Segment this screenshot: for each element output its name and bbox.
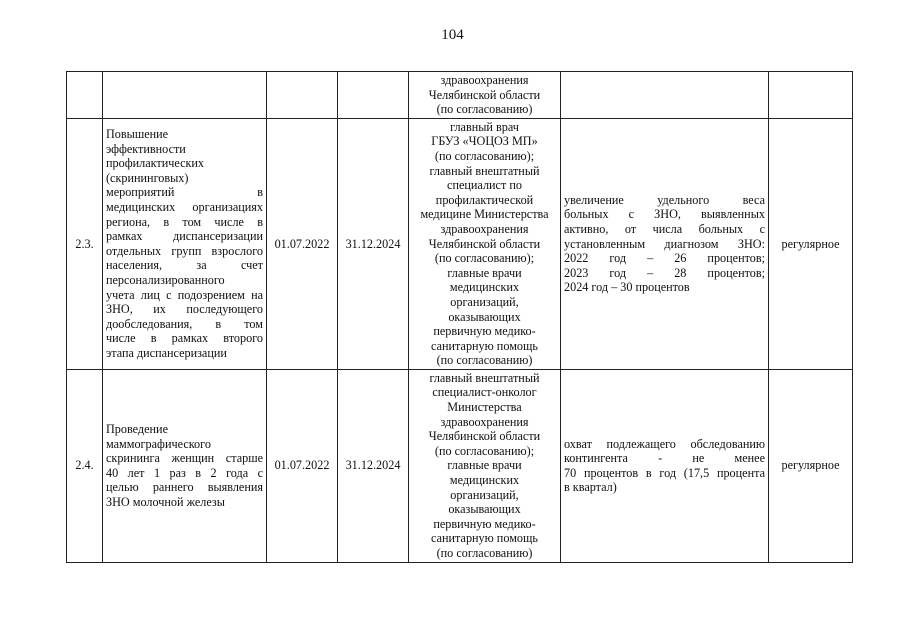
responsible-cell-line: главный внештатный [429, 370, 540, 385]
indicator-cell-line: увеличение удельного веса [564, 192, 765, 207]
periodicity-cell: регулярное [769, 369, 853, 562]
indicator-cell [561, 72, 769, 119]
responsible-cell [409, 369, 561, 562]
table-row [67, 72, 853, 119]
responsible-cell-line: здравоохранения [440, 221, 529, 236]
responsible-cell-line: главный внештатный [429, 163, 540, 178]
event-cell-line: ЗНО молочной железы [106, 494, 225, 509]
indicator-cell-line: в квартал) [564, 480, 617, 495]
event-cell-line: персонализированного [106, 273, 225, 288]
indicator-cell-line: контингента - не менее [564, 451, 765, 466]
indicator-cell-line: больных с ЗНО, выявленных [564, 207, 765, 222]
responsible-cell-line: (по согласованию) [436, 546, 533, 560]
responsible-cell-line: главный врач [450, 119, 519, 134]
periodicity-cell [769, 72, 853, 119]
event-cell-line: региона, в том числе в [106, 214, 263, 229]
event-cell-line: дообследования, в том [106, 316, 263, 331]
event-cell-line: учета лиц с подозрением на [106, 287, 263, 302]
responsible-cell-line: медицинских [449, 473, 520, 488]
indicator-cell-line: 2023 год – 28 процентов; [564, 265, 765, 280]
indicator-cell-line: охват подлежащего обследованию [564, 436, 765, 451]
start-date-cell [267, 72, 338, 119]
responsible-cell-line: оказывающих [448, 502, 521, 517]
event-cell-line: ЗНО, их последующего [106, 302, 263, 317]
event-cell [103, 369, 267, 562]
indicator-cell [561, 369, 769, 562]
item-number-cell: 2.4. [67, 369, 103, 562]
indicator-cell-line: 70 процентов в год (17,5 процента [564, 465, 765, 480]
responsible-cell-line: специалист по [447, 178, 522, 193]
event-cell-line: числе в рамках второго [106, 331, 263, 346]
table-row [67, 369, 853, 562]
event-cell [103, 72, 267, 119]
item-number-cell: 2.3. [67, 118, 103, 369]
item-number-cell [67, 72, 103, 119]
event-cell-line: целью раннего выявления [106, 480, 263, 495]
table-row [67, 118, 853, 369]
measures-table [66, 71, 853, 563]
event-cell-line: маммографического [106, 436, 211, 451]
indicator-cell-line: установленным диагнозом ЗНО: [564, 236, 765, 251]
responsible-cell-line: Челябинской области [428, 87, 541, 102]
responsible-cell-line: Министерства [447, 400, 522, 415]
responsible-cell-line: медицинских [449, 280, 520, 295]
event-cell-line: отдельных групп взрослого [106, 243, 263, 258]
event-cell [103, 118, 267, 369]
responsible-cell-line: первичную медико- [433, 516, 536, 531]
end-date-cell: 31.12.2024 [338, 118, 409, 369]
responsible-cell-line: оказывающих [448, 309, 521, 324]
responsible-cell-line: (по согласованию) [436, 353, 533, 368]
responsible-cell-line: профилактической [435, 192, 534, 207]
event-cell-line: Проведение [106, 421, 168, 436]
responsible-cell [409, 72, 561, 119]
event-cell-line: 40 лет 1 раз в 2 года с [106, 465, 263, 480]
event-cell-line: медицинских организациях [106, 200, 263, 215]
responsible-cell-line: санитарную помощь [431, 338, 538, 353]
event-cell-line: (скрининговых) [106, 170, 189, 185]
responsible-cell-line: Челябинской области [428, 429, 541, 444]
periodicity-cell: регулярное [769, 118, 853, 369]
responsible-cell-line: (по согласованию) [436, 102, 533, 117]
start-date-cell: 01.07.2022 [267, 369, 338, 562]
event-cell-line: эффективности [106, 141, 186, 156]
responsible-cell-line: (по согласованию); [434, 443, 535, 458]
responsible-cell-line: главные врачи [447, 458, 522, 473]
page-number: 104 [441, 27, 464, 43]
indicator-cell-line: активно, от числа больных с [564, 221, 765, 236]
responsible-cell-line: здравоохранения [440, 414, 529, 429]
responsible-cell-line: специалист-онколог [432, 385, 537, 400]
end-date-cell [338, 72, 409, 119]
responsible-cell-line: организаций, [450, 487, 519, 502]
event-cell-line: населения, за счет [106, 258, 263, 273]
responsible-cell [409, 118, 561, 369]
indicator-cell [561, 118, 769, 369]
responsible-cell-line: Челябинской области [428, 236, 541, 251]
responsible-cell-line: здравоохранения [440, 73, 529, 87]
responsible-cell-line: санитарную помощь [431, 531, 538, 546]
responsible-cell-line: медицине Министерства [420, 207, 549, 222]
event-cell-line: Повышение [106, 127, 169, 142]
responsible-cell-line: ГБУЗ «ЧОЦОЗ МП» [431, 134, 538, 149]
event-cell-line: рамках диспансеризации [106, 229, 263, 244]
event-cell-line: профилактических [106, 156, 205, 171]
responsible-cell-line: (по согласованию); [434, 251, 535, 266]
event-cell-line: скрининга женщин старше [106, 451, 263, 466]
responsible-cell-line: главные врачи [447, 265, 522, 280]
responsible-cell-line: первичную медико- [433, 324, 536, 339]
responsible-cell-line: (по согласованию); [434, 148, 535, 163]
start-date-cell: 01.07.2022 [267, 118, 338, 369]
responsible-cell-line: организаций, [450, 294, 519, 309]
end-date-cell: 31.12.2024 [338, 369, 409, 562]
event-cell-line: этапа диспансеризации [106, 345, 227, 360]
indicator-cell-line: 2024 год – 30 процентов [564, 280, 690, 295]
indicator-cell-line: 2022 год – 26 процентов; [564, 251, 765, 266]
event-cell-line: мероприятий в [106, 185, 263, 200]
